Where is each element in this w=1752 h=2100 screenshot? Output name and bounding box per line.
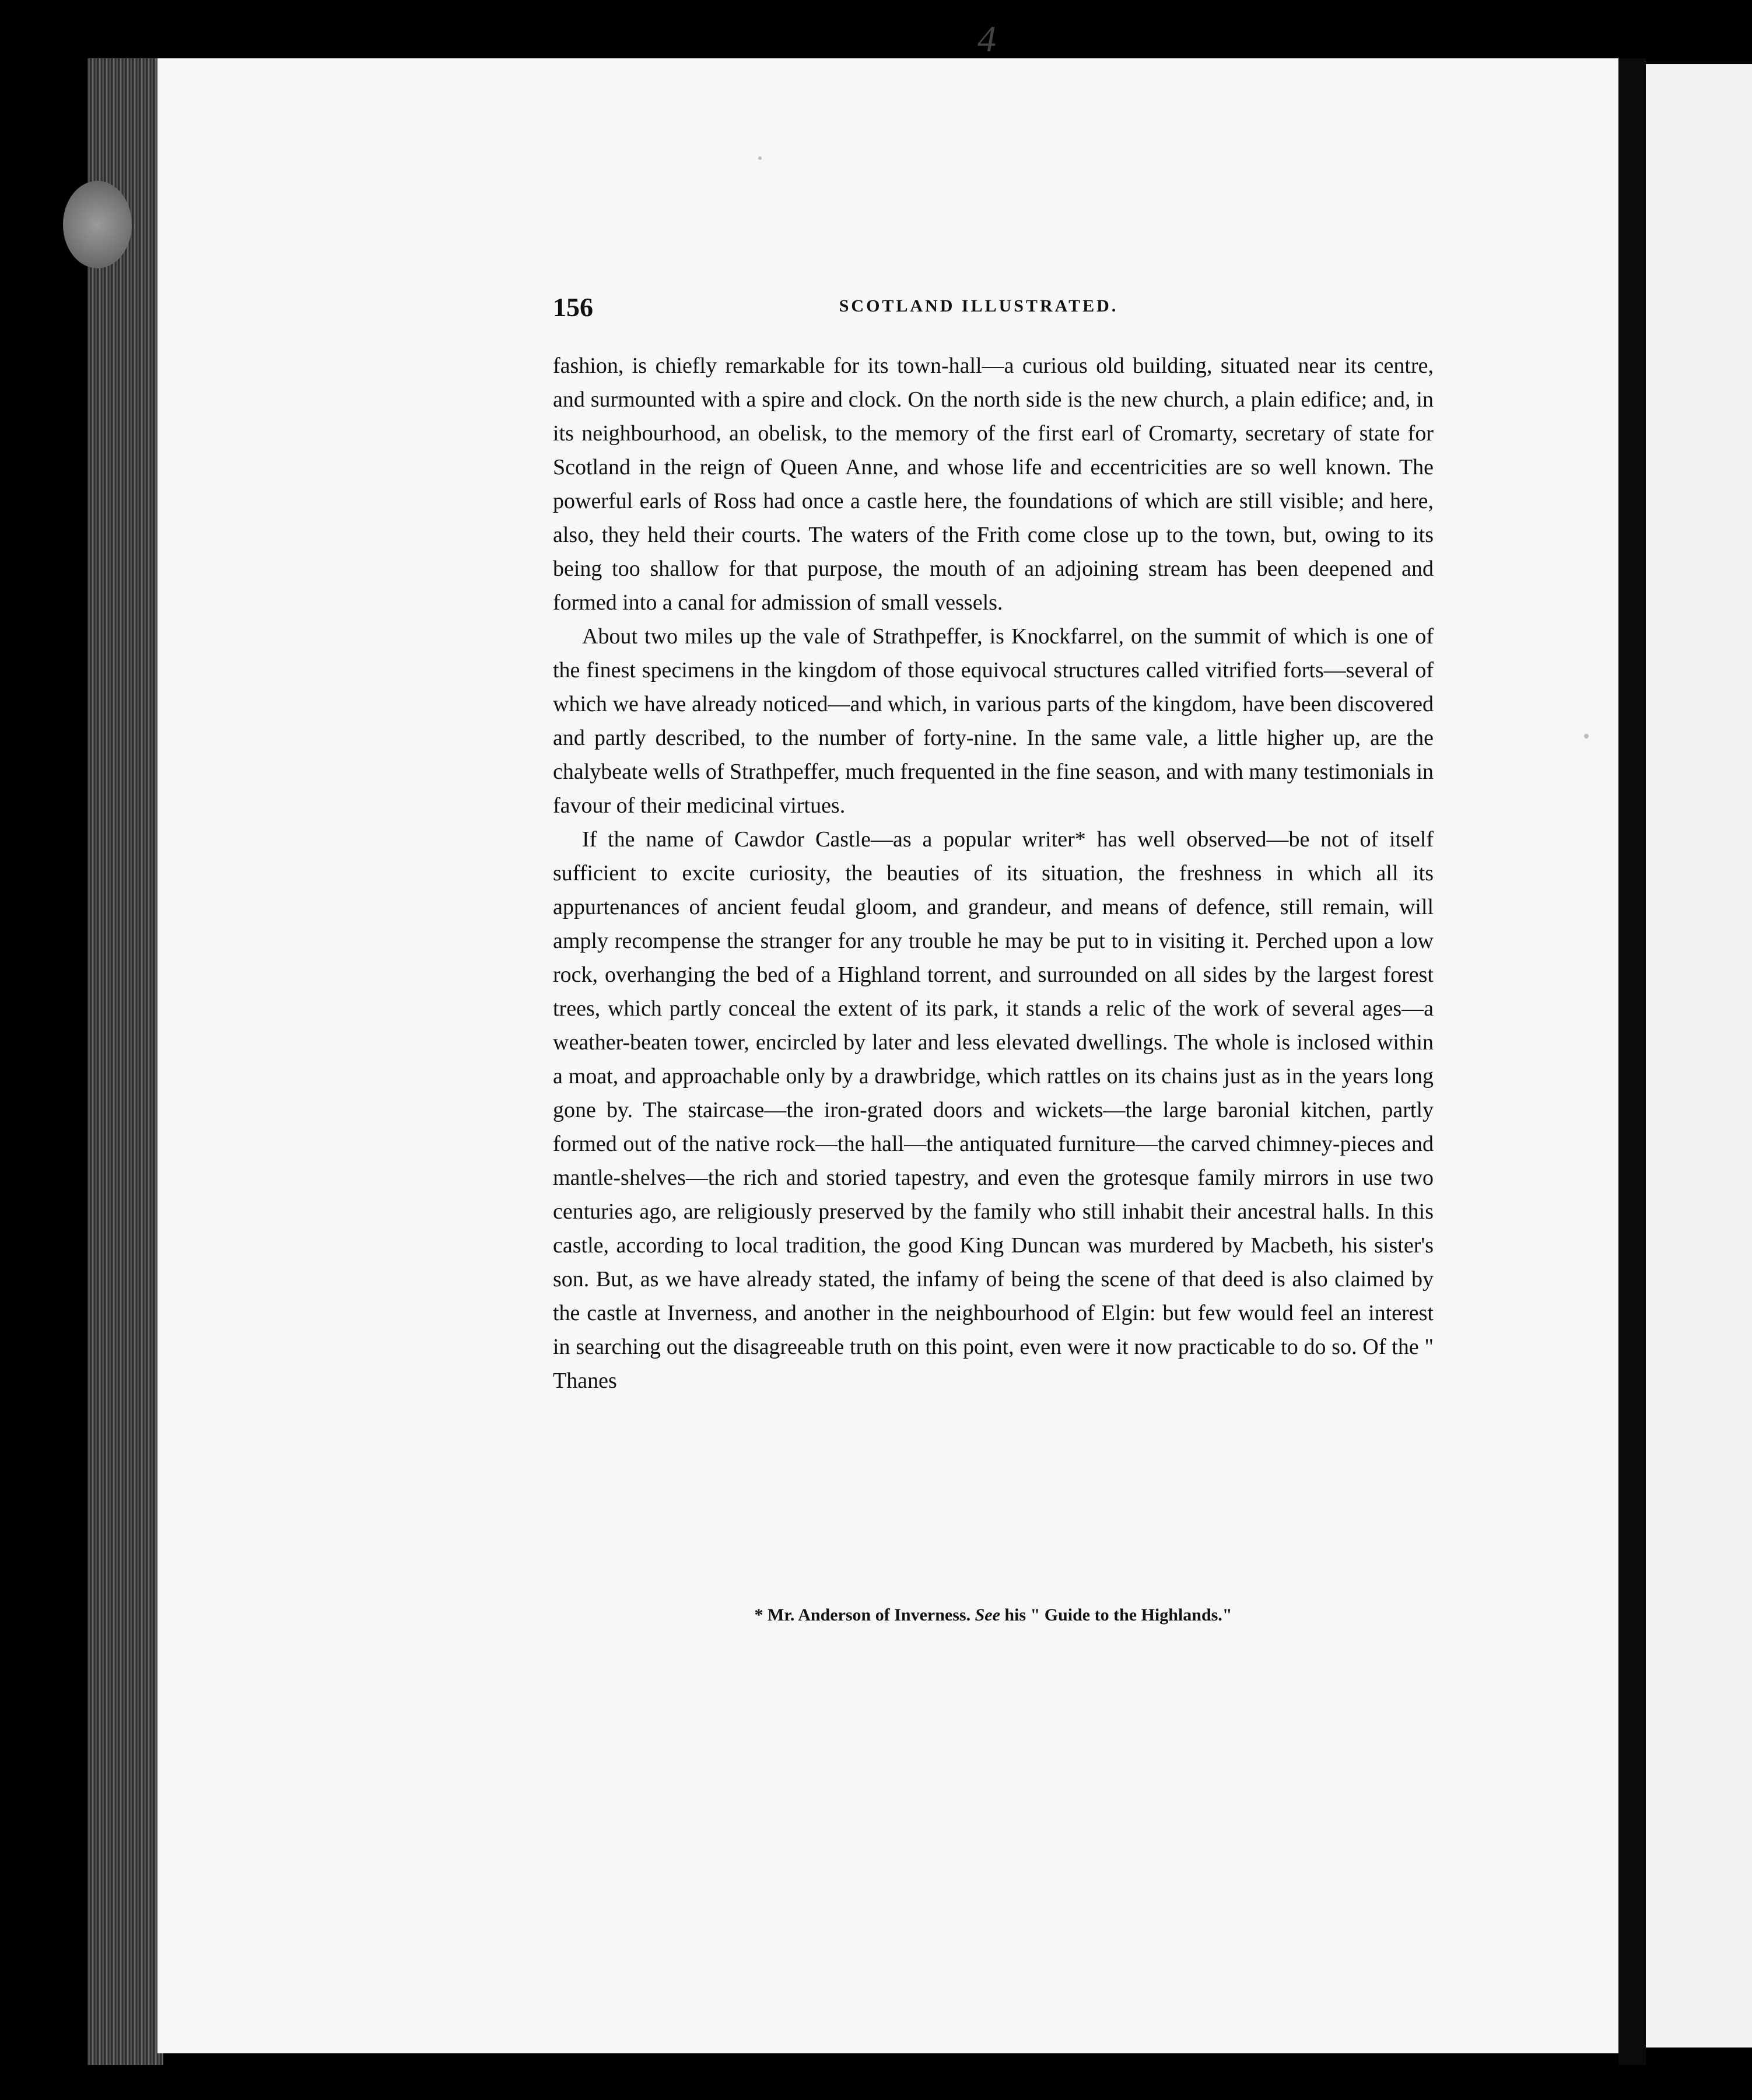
footnote-see: See xyxy=(975,1605,1000,1625)
footnote-suffix: his " Guide to the Highlands." xyxy=(1004,1605,1232,1625)
speck xyxy=(1584,734,1589,738)
footnote xyxy=(553,1605,1434,1625)
library-stamp xyxy=(63,181,132,268)
page-header xyxy=(553,292,1404,332)
footnote-prefix: * Mr. Anderson of Inverness. xyxy=(754,1605,971,1625)
speck xyxy=(758,156,762,160)
paragraph: If the name of Cawdor Castle—as a popular writer* has well observed—be not of itself sufficient to excite curiosity, the beauties of its situation, the freshness in which all its appurtenances of ancient feudal gloom, and grandeur, and means of defence, still remain, will amply recompense the stranger for any trouble he may be put to in visiting it. Perched upon a low rock, overhanging the bed of a Highland torrent, and surrounded on all sides by the largest forest trees, which partly conceal the extent of its park, it stands a relic of the work of several ages—a weather-beaten tower, encircled by later and less elevated dwellings. The whole is inclosed within a moat, and approachable only by a drawbridge, which rattles on its chains just as in the years long gone by. The staircase—the iron-grated doors and wickets—the large baronial kitchen, partly formed out of the native rock—the hall—the antiquated furniture—the carved chimney-pieces and mantle-shelves—the rich and storied tapestry, and even the grotesque family mirrors in use two centuries ago, are religiously preserved by the family who still inhabit their ancestral halls. In this castle, according to local tradition, the good King Duncan was murdered by Macbeth, his sister's son. But, as we have already stated, the infamy of being the scene of that deed is also claimed by the castle at Inverness, and another in the neighbourhood of Elgin: but few would feel an interest in searching out the disagreeable truth on this point, even were it now practicable to do so. Of the " Thanes xyxy=(553,827,1434,1393)
spine-gap xyxy=(1618,58,1646,2065)
pencil-annotation: 4 xyxy=(977,18,996,60)
running-title: SCOTLAND ILLUSTRATED. xyxy=(839,296,1119,316)
body-text xyxy=(553,349,1434,1398)
page-number: 156 xyxy=(553,292,593,322)
paragraph: About two miles up the vale of Strathpeffer, is Knockfarrel, on the summit of which is one of the finest specimens in the kingdom of those equivocal structures called vitrified forts—several of which we have already noticed—and which, in various parts of the kingdom, have been discovered and partly described, to the number of forty-nine. In the same vale, a little higher up, are the chalybeate wells of Strathpeffer, much frequented in the fine season, and with many testimonials in favour of their medicinal virtues. xyxy=(553,624,1434,818)
paragraph: fashion, is chiefly remarkable for its town-hall—a curious old building, situated near its centre, and surmounted with a spire and clock. On the north side is the new church, a plain edifice; and, in its neighbourhood, an obelisk, to the memory of the first earl of Cromarty, secretary of state for Scotland in the reign of Queen Anne, and whose life and eccentricities are so well known. The powerful earls of Ross had once a castle here, the foundations of which are still visible; and here, also, they held their courts. The waters of the Frith come close up to the town, but, owing to its being too shallow for that purpose, the mouth of an adjoining stream has been deepened and formed into a canal for admission of small vessels. xyxy=(553,354,1434,615)
facing-page-edge xyxy=(1646,64,1752,2048)
page-block-edges xyxy=(87,58,163,2065)
